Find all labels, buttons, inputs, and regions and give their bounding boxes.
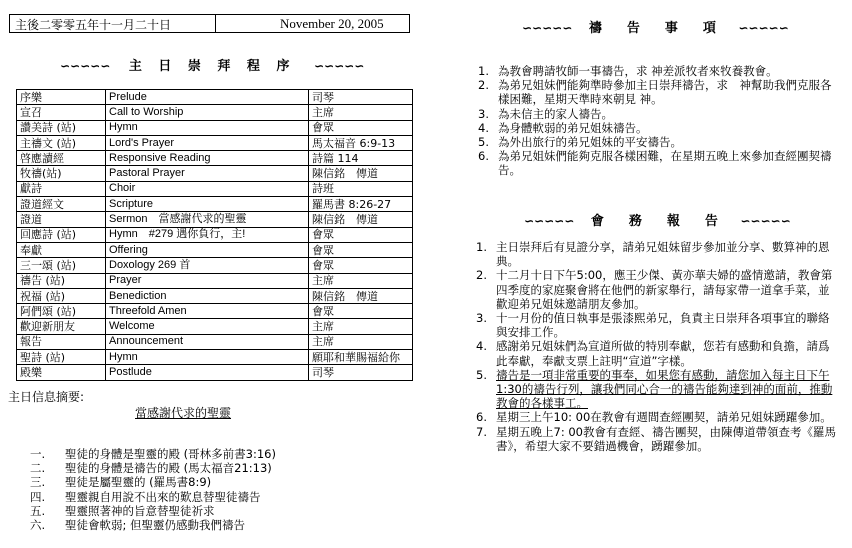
item-number: 6. xyxy=(476,410,487,425)
announce-heading xyxy=(524,210,791,229)
order-english: Offering xyxy=(106,242,309,257)
item-text: 星期三上午10: 00在教會有週間查經團契，請弟兄姐妹踴躍參加。 xyxy=(496,410,832,425)
table-row xyxy=(17,258,413,273)
ornament-right: ∽∽∽∽∽ xyxy=(740,214,791,228)
table-row xyxy=(17,212,413,227)
table-row xyxy=(17,334,413,349)
item-number: 6. xyxy=(478,149,489,164)
order-item: 報告 xyxy=(17,334,106,349)
item-text: 為外出旅行的弟兄姐妹的平安禱告。 xyxy=(498,135,682,150)
order-english: Prelude xyxy=(106,90,309,105)
order-heading xyxy=(60,55,364,74)
list-item xyxy=(476,368,840,411)
item-number: 3. xyxy=(478,106,489,121)
order-item: 三一頌 (站) xyxy=(17,258,106,273)
order-item: 序樂 xyxy=(17,90,106,105)
item-number: 3. xyxy=(476,311,487,326)
order-leader: 會眾 xyxy=(309,227,413,242)
list-item xyxy=(478,64,840,78)
list-item xyxy=(478,121,840,135)
item-text: 禱告是一項非常重要的事奉，如果您有感動，請您加入每主日下午1:30的禱告行列，讓我們同心合一的禱告能夠達到神的面前，推動教會的各樣事工。 xyxy=(496,367,833,411)
list-item xyxy=(476,240,840,268)
order-leader: 會眾 xyxy=(309,120,413,135)
order-leader: 主席 xyxy=(309,105,413,120)
table-row xyxy=(17,227,413,242)
order-leader: 主席 xyxy=(309,334,413,349)
order-english: Pastoral Prayer xyxy=(106,166,309,181)
date-divider xyxy=(215,15,216,32)
item-text: 為教會聘請牧師一事禱告，求 神差派牧者來牧養教會。 xyxy=(498,64,778,78)
order-item: 歡迎新朋友 xyxy=(17,319,106,334)
order-leader: 司琴 xyxy=(309,365,413,380)
item-number: 5. xyxy=(478,135,489,150)
prayer-title: 禱 告 事 項 xyxy=(588,21,722,36)
order-english: Prayer xyxy=(106,273,309,288)
table-row xyxy=(17,350,413,365)
order-leader: 司琴 xyxy=(309,90,413,105)
list-item xyxy=(476,268,840,311)
table-row xyxy=(17,197,413,212)
table-row xyxy=(17,105,413,120)
order-item: 阿們頌 (站) xyxy=(17,304,106,319)
table-row xyxy=(17,273,413,288)
worship-order-table xyxy=(16,89,413,381)
list-item xyxy=(30,490,276,504)
order-english: Hymn xyxy=(106,350,309,365)
point-number: 四. xyxy=(30,489,46,504)
list-item xyxy=(30,504,276,518)
order-english: Lord's Prayer xyxy=(106,135,309,150)
date-header xyxy=(9,14,410,33)
chinese-date: 主後二零零五年十一月二十日 xyxy=(15,18,172,32)
list-item xyxy=(478,135,840,149)
prayer-heading xyxy=(522,17,789,36)
order-english: Hymn xyxy=(106,120,309,135)
item-number: 4. xyxy=(476,339,487,354)
point-number: 二. xyxy=(30,461,46,476)
item-text: 為弟兄姐妹們能夠克服各樣困難，在星期五晚上來參加查經團契禱告。 xyxy=(498,149,832,178)
order-leader: 主席 xyxy=(309,273,413,288)
announce-title: 會 務 報 告 xyxy=(590,214,724,229)
item-text: 為身體軟弱的弟兄姐妹禱告。 xyxy=(498,120,648,135)
point-text: 聖靈照著神的旨意替聖徒祈求 xyxy=(65,503,215,518)
item-text: 十一月份的值日執事是張漆熙弟兄，負責主日崇拜各項事宜的聯絡與安排工作。 xyxy=(496,311,830,340)
order-leader: 馬太福音 6:9-13 xyxy=(309,135,413,150)
item-text: 主日崇拜后有見證分享，請弟兄姐妹留步參加並分享、數算神的恩典。 xyxy=(496,240,830,269)
point-number: 五. xyxy=(30,503,46,518)
order-english: Benediction xyxy=(106,288,309,303)
order-title: 主 日 崇 拜 程 序 xyxy=(128,59,296,74)
list-item xyxy=(476,410,840,424)
list-item xyxy=(30,461,276,475)
order-english: Postlude xyxy=(106,365,309,380)
order-english: Welcome xyxy=(106,319,309,334)
order-english: Scripture xyxy=(106,197,309,212)
order-leader: 會眾 xyxy=(309,258,413,273)
prayer-list xyxy=(478,64,840,178)
item-number: 5. xyxy=(476,367,487,382)
ornament-left: ∽∽∽∽∽ xyxy=(524,214,575,228)
item-number: 2. xyxy=(478,78,489,93)
ornament-left: ∽∽∽∽∽ xyxy=(522,21,573,35)
order-leader: 陳信銘 傳道 xyxy=(309,288,413,303)
item-text: 星期五晚上7: 00教會有查經、禱告團契，由陳傳道帶領查考《羅馬書》，希望大家不要錯過機會，踴躍參加。 xyxy=(496,424,836,453)
list-item xyxy=(476,339,840,367)
item-number: 2. xyxy=(476,268,487,283)
table-row xyxy=(17,181,413,196)
table-row xyxy=(17,242,413,257)
item-text: 為未信主的家人禱告。 xyxy=(498,106,613,121)
order-leader: 願耶和華賜福給你 xyxy=(309,350,413,365)
table-row xyxy=(17,365,413,380)
order-leader: 會眾 xyxy=(309,242,413,257)
table-row xyxy=(17,120,413,135)
table-row xyxy=(17,166,413,181)
item-text: 感謝弟兄姐妹們為宣道所做的特別奉獻，您若有感動和負擔，請爲此奉獻，奉獻支票上註明“宣道”字樣。 xyxy=(496,339,830,368)
list-item xyxy=(30,475,276,489)
table-row xyxy=(17,90,413,105)
table-row xyxy=(17,151,413,166)
order-item: 牧禱(站) xyxy=(17,166,106,181)
order-item: 奉獻 xyxy=(17,242,106,257)
order-english: Hymn #279 遇你負行，主! xyxy=(106,227,309,242)
item-number: 4. xyxy=(478,120,489,135)
prayer-list-wrap xyxy=(478,64,840,178)
order-leader: 羅馬書 8:26-27 xyxy=(309,197,413,212)
order-item: 回應詩 (站) xyxy=(17,227,106,242)
sermon-points xyxy=(30,447,276,532)
list-item xyxy=(476,311,840,339)
order-item: 宣召 xyxy=(17,105,106,120)
order-leader: 陳信銘 傳道 xyxy=(309,212,413,227)
order-item: 主禱文 (站) xyxy=(17,135,106,150)
ornament-right: ∽∽∽∽∽ xyxy=(738,21,789,35)
order-item: 證道經文 xyxy=(17,197,106,212)
point-text: 聖靈親自用說不出來的歎息替聖徒禱告 xyxy=(65,489,261,504)
point-text: 聖徒會軟弱; 但聖靈仍感動我們禱告 xyxy=(65,518,246,533)
item-number: 1. xyxy=(478,64,489,78)
order-item: 殿樂 xyxy=(17,365,106,380)
order-english: Sermon 當感謝代求的聖靈 xyxy=(106,212,309,227)
list-item xyxy=(30,518,276,532)
table-row xyxy=(17,288,413,303)
point-number: 六. xyxy=(30,518,46,533)
list-item xyxy=(30,447,276,461)
announce-list-wrap xyxy=(476,240,840,453)
order-item: 讚美詩 (站) xyxy=(17,120,106,135)
item-text: 為弟兄姐妹們能夠準時參加主日崇拜禱告，求 神幫助我們克服各樣困難，星期天準時來朝見 神。 xyxy=(498,78,832,107)
summary-label: 主日信息摘要: xyxy=(8,390,85,404)
table-row xyxy=(17,319,413,334)
order-english: Call to Worship xyxy=(106,105,309,120)
order-leader: 主席 xyxy=(309,319,413,334)
point-text: 聖徒的身體是聖靈的殿 (哥林多前書3:16) xyxy=(65,447,276,461)
point-number: 三. xyxy=(30,475,46,490)
order-english: Threefold Amen xyxy=(106,304,309,319)
order-english: Responsive Reading xyxy=(106,151,309,166)
point-text: 聖徒的身體是禱告的殿 (馬太福音21:13) xyxy=(65,461,272,476)
table-row xyxy=(17,304,413,319)
order-item: 聖詩 (站) xyxy=(17,350,106,365)
english-date: November 20, 2005 xyxy=(280,16,384,31)
point-text: 聖徒是屬聖靈的 (羅馬書8:9) xyxy=(65,475,212,490)
table-row xyxy=(17,135,413,150)
order-leader: 詩篇 114 xyxy=(309,151,413,166)
order-leader: 會眾 xyxy=(309,304,413,319)
order-item: 證道 xyxy=(17,212,106,227)
point-number: 一. xyxy=(30,447,46,461)
order-leader: 陳信銘 傳道 xyxy=(309,166,413,181)
order-english: Announcement xyxy=(106,334,309,349)
item-number: 1. xyxy=(476,240,487,254)
list-item xyxy=(478,78,840,106)
ornament-left: ∽∽∽∽∽ xyxy=(60,59,111,73)
list-item xyxy=(478,107,840,121)
item-text: 十二月十日下午5:00，應王少傑、黃亦華夫婦的盛情邀請，教會第四季度的家庭聚會將在他們的新家舉行，請每家帶一道拿手菜，並歡迎弟兄姐妹邀請朋友參加。 xyxy=(496,268,833,311)
order-item: 禱告 (站) xyxy=(17,273,106,288)
list-item xyxy=(476,425,840,453)
order-item: 祝福 (站) xyxy=(17,288,106,303)
sermon-title: 當感謝代求的聖靈 xyxy=(135,406,232,420)
order-english: Doxology 269 首 xyxy=(106,258,309,273)
ornament-right: ∽∽∽∽∽ xyxy=(313,59,365,73)
list-item xyxy=(478,149,840,177)
order-item: 獻詩 xyxy=(17,181,106,196)
order-leader: 詩班 xyxy=(309,181,413,196)
order-english: Choir xyxy=(106,181,309,196)
order-item: 啓應讀經 xyxy=(17,151,106,166)
item-number: 7. xyxy=(476,424,487,439)
announce-list xyxy=(476,240,840,453)
